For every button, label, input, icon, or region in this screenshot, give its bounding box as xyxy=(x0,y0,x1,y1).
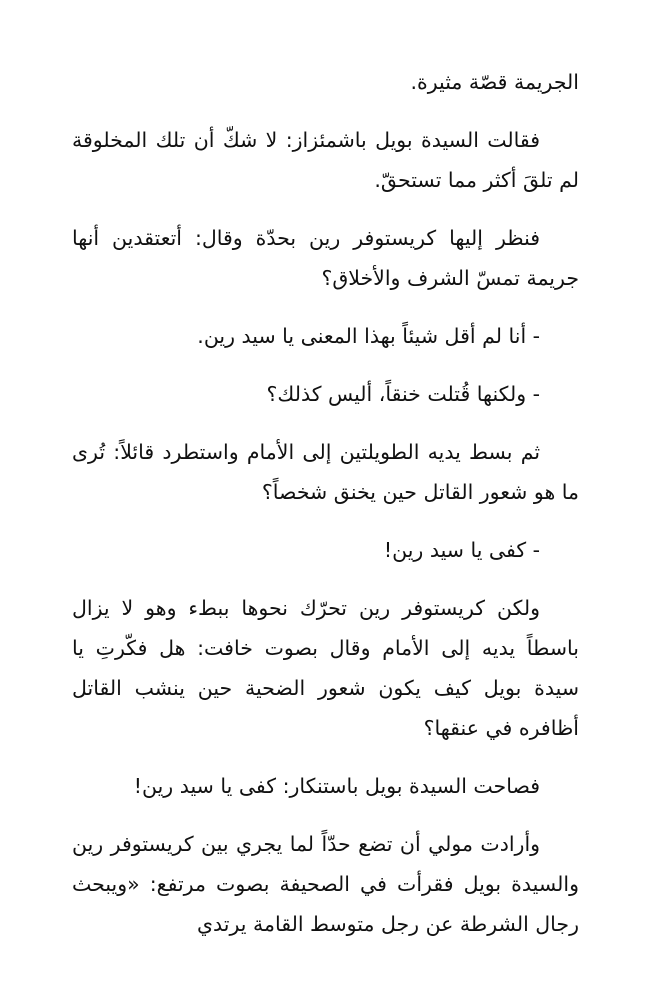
paragraph-mrs-boyle-disgust: فقالت السيدة بويل باشمئزاز: لا شكّ أن تلك المخلوقة لم تلقَ أكثر مما تستحقّ. xyxy=(72,128,579,192)
paragraph-christopher-question: فنظر إليها كريستوفر رين بحدّة وقال: أتعتقدين أنها جريمة تمسّ الشرف والأخلاق؟ xyxy=(72,226,579,290)
paragraph-crime-story: الجريمة قصّة مثيرة. xyxy=(410,70,579,94)
paragraph-christopher-approaches: ولكن كريستوفر رين تحرّك نحوها ببطء وهو لا يزال باسطاً يديه إلى الأمام وقال بصوت خافت: هل فكّرتِ يا سيدة بويل كيف يكون شعور الضحية حين ينشب القاتل أظافره في عنقها؟ xyxy=(72,596,579,740)
paragraph-mrs-boyle-protest: فصاحت السيدة بويل باستنكار: كفى يا سيد رين! xyxy=(133,774,541,798)
dialogue-line-enough: - كفى يا سيد رين! xyxy=(383,538,541,562)
dialogue-line-not-meaning: - أنا لم أقل شيئاً بهذا المعنى يا سيد رين. xyxy=(197,324,541,348)
paragraph-stretched-hands: ثم بسط يديه الطويلتين إلى الأمام واستطرد قائلاً: تُرى ما هو شعور القاتل حين يخنق شخصاً؟ xyxy=(72,440,579,504)
dialogue-line-strangled: - ولكنها قُتلت خنقاً، أليس كذلك؟ xyxy=(266,382,541,406)
paragraph-molly-reads: وأرادت مولي أن تضع حدّاً لما يجري بين كريستوفر رين والسيدة بويل فقرأت في الصحيفة بصوت مرتفع: «ويبحث رجال الشرطة عن رجل متوسط القامة يرتدي xyxy=(72,832,579,936)
